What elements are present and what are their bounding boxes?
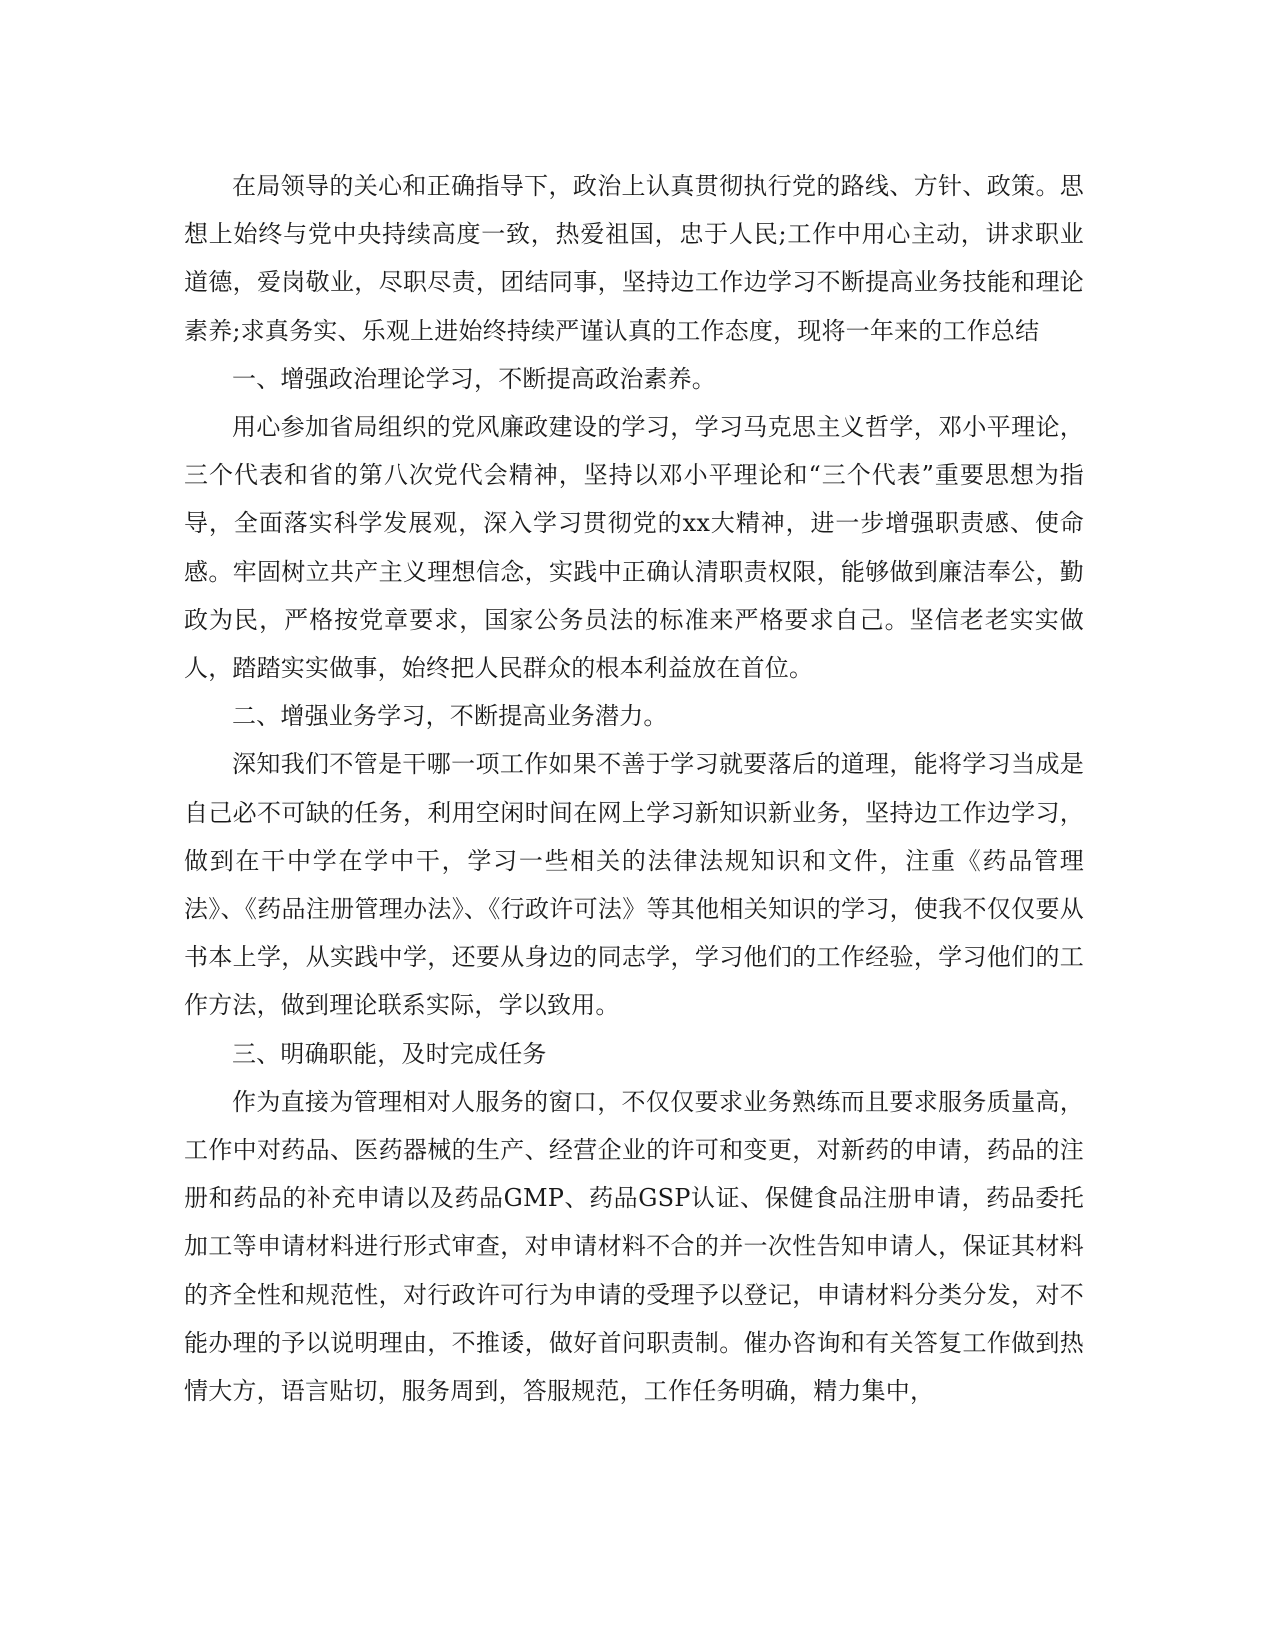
paragraph-section-2: 深知我们不管是干哪一项工作如果不善于学习就要落后的道理，能将学习当成是自己必不可缺的任务，利用空闲时间在网上学习新知识新业务，坚持边工作边学习，做到在干中学在学中干，学习一些相关的法律法规知识和文件，注重《药品管理法》、《药品注册管理办法》、《行政许可法》等其他相关知识的学习，使我不仅仅要从书本上学，从实践中学，还要从身边的同志学，学习他们的工作经验，学习他们的工作方法，做到理论联系实际，学以致用。 (184, 750, 1084, 1020)
section-heading-3: 三、明确职能，及时完成任务 (232, 1039, 547, 1068)
section-heading-2: 二、增强业务学习，不断提高业务潜力。 (232, 702, 668, 731)
paragraph-section-3: 作为直接为管理相对人服务的窗口，不仅仅要求业务熟练而且要求服务质量高，工作中对药品、医药器械的生产、经营企业的许可和变更，对新药的申请，药品的注册和药品的补充申请以及药品GMP、药品GSP认证、保健食品注册申请，药品委托加工等申请材料进行形式审查，对申请材料不合的并一次性告知申请人，保证其材料的齐全性和规范性，对行政许可行为申请的受理予以登记，申请材料分类分发，对不能办理的予以说明理由，不推诿，做好首问职责制。催办咨询和有关答复工作做到热情大方，语言贴切，服务周到，答服规范，工作任务明确，精力集中， (184, 1087, 1084, 1406)
document-body (184, 162, 1084, 1415)
section-heading-1: 一、增强政治理论学习，不断提高政治素养。 (232, 364, 716, 393)
paragraph-intro: 在局领导的关心和正确指导下，政治上认真贯彻执行党的路线、方针、政策。思想上始终与党中央持续高度一致，热爱祖国，忠于人民;工作中用心主动，讲求职业道德，爱岗敬业，尽职尽责，团结同事，坚持边工作边学习不断提高业务技能和理论素养;求真务实、乐观上进始终持续严谨认真的工作态度，现将一年来的工作总结 (184, 172, 1084, 345)
paragraph-section-1: 用心参加省局组织的党风廉政建设的学习，学习马克思主义哲学，邓小平理论，三个代表和省的第八次党代会精神，坚持以邓小平理论和“三个代表”重要思想为指导，全面落实科学发展观，深入学习贯彻党的xx大精神，进一步增强职责感、使命感。牢固树立共产主义理想信念，实践中正确认清职责权限，能够做到廉洁奉公，勤政为民，严格按党章要求，国家公务员法的标准来严格要求自己。坚信老老实实做人，踏踏实实做事，始终把人民群众的根本利益放在首位。 (184, 413, 1084, 683)
